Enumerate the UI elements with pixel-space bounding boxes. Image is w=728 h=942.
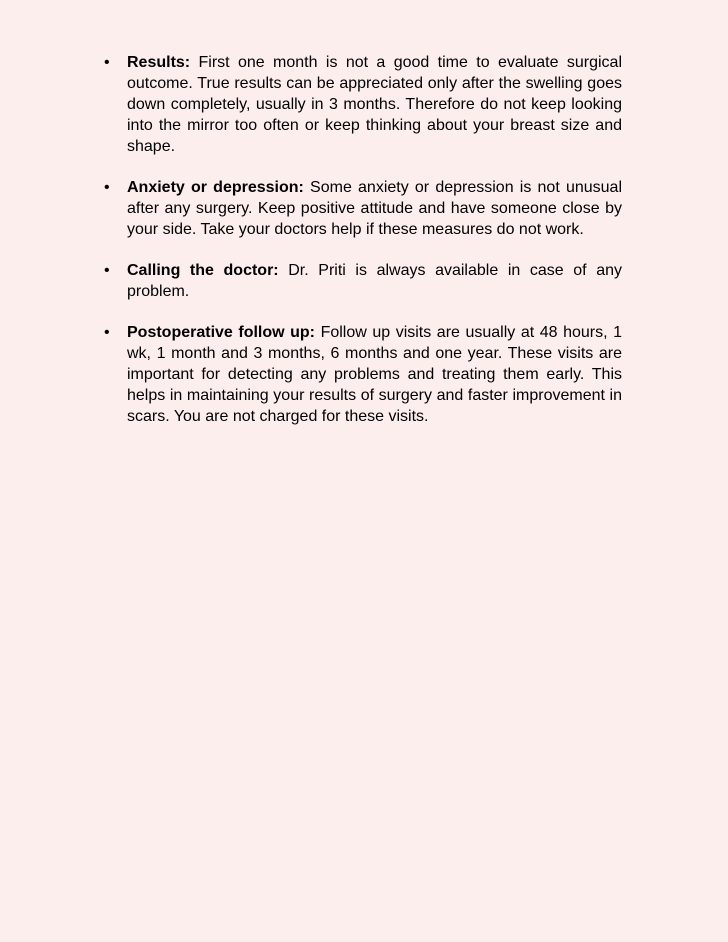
list-item-text: Dr. Priti is always available in case of any problem. xyxy=(127,262,622,300)
instruction-list xyxy=(104,52,622,447)
bullet-icon: • xyxy=(104,262,110,279)
list-item-text: First one month is not a good time to evaluate surgical outcome. True results can be appreciated only after the swelling goes down completely, usually in 3 months. Therefore do not keep looking into the mirror too often or keep thinking about your breast size and shape. xyxy=(127,54,622,155)
list-item-heading: Results: xyxy=(127,54,199,71)
bullet-icon: • xyxy=(104,54,110,71)
list-item-heading: Anxiety or depression: xyxy=(127,179,311,196)
list-item-calling-doctor xyxy=(104,260,622,302)
list-item-heading: Calling the doctor: xyxy=(127,262,289,279)
bullet-icon: • xyxy=(104,179,110,196)
list-item-results xyxy=(104,52,622,157)
list-item-text: Some anxiety or depression is not unusual after any surgery. Keep positive attitude and have someone close by your side. Take your doctors help if these measures do not work. xyxy=(127,179,622,238)
list-item-text: Follow up visits are usually at 48 hours, 1 wk, 1 month and 3 months, 6 months and one year. These visits are important for detecting any problems and treating them early. This helps in maintaining your results of surgery and faster improvement in scars. You are not charged for these visits. xyxy=(127,324,623,425)
list-item-anxiety xyxy=(104,177,622,240)
list-item-follow-up xyxy=(104,322,622,427)
list-item-heading: Postoperative follow up: xyxy=(127,324,321,341)
bullet-icon: • xyxy=(104,324,110,341)
